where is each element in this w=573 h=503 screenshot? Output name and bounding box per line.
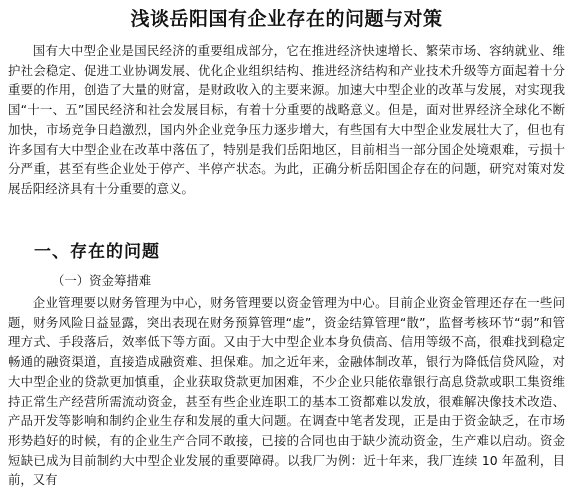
subsection-heading: （一）资金筹措难 [52, 273, 152, 288]
intro-paragraph: 国有大中型企业是国民经济的重要组成部分，它在推进经济快速增长、繁荣市场、容纳就业、维护社会稳定、促进工业协调发展、优化企业组织结构、推进经济结构和产业技术升级等方面起着十分重要的作用，创造了大量的财富，是财政收入的主要来源。加速大中型企业的改革与发展，对实现我国“十一、五”国民经济和社会发展目标，有着十分重要的战略意义。但是，面对世界经济全球化不断加快，市场竞争日趋激烈，国内外企业竞争压力逐步增大，有些国有大中型企业发展壮大了，但也有许多国有大中型企业在改革中落伍了，特别是我们岳阳地区，目前相当一部分国企处境艰难，亏损十分严重，甚至有些企业处于停产、半停产状态。为此，正确分析岳阳国企存在的问题，研究对策对发展岳阳经济具有十分重要的意义。 [8, 43, 565, 196]
document-title: 浅谈岳阳国有企业存在的问题与对策 [130, 8, 443, 30]
section-heading: 一、存在的问题 [34, 242, 160, 262]
body-paragraph: 企业管理要以财务管理为中心，财务管理要以资金管理为中心。目前企业资金管理还存在一些问题，财务风险日益显露，突出表现在财务预算管理“虚”，资金结算管理“散”，监督考核环节“弱”和管理方式、手段落后，效率低下等方面。又由于大中型企业本身负债高、信用等级不高，很难找到稳定畅通的融资渠道，直接造成融资难、担保难。加之近年来，金融体制改革，银行为降低信贷风险，对大中型企业的贷款更加慎重，企业获取贷款更加困难，不少企业只能依靠银行高息贷款或职工集资维持正常生产经营所需流动资金，甚至有些企业连职工的基本工资都难以发放，很难解决像技术改造、产品开发等影响和制约企业生存和发展的重大问题。在调查中笔者发现，正是由于资金缺乏，在市场形势趋好的时候，有的企业生产合同不敢接，已接的合同也由于缺少流动资金，生产难以启动。资金短缺已成为目前制约大中型企业发展的重要障碍。以我厂为例：近十年来，我厂连续 10 年盈利，目前，又有 [8, 295, 565, 488]
